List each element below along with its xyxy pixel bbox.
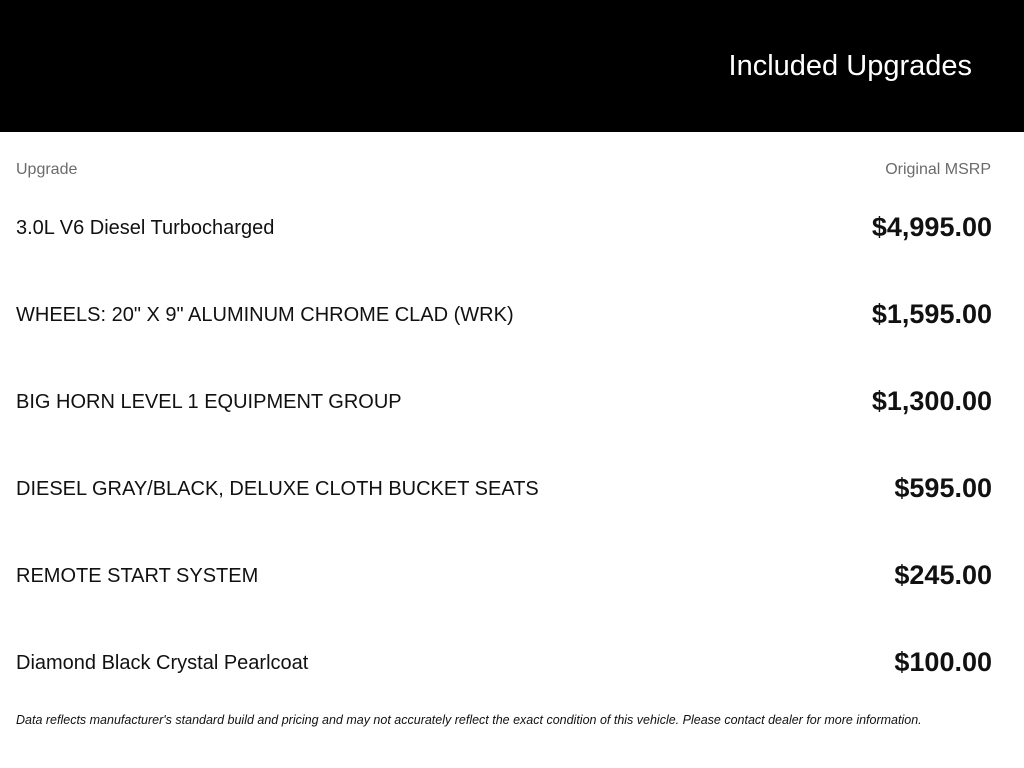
upgrade-row: [0, 382, 1024, 422]
column-header-msrp: Original MSRP: [885, 161, 991, 178]
upgrade-name: WHEELS: 20" X 9" ALUMINUM CHROME CLAD (WRK): [16, 304, 514, 326]
upgrade-row: [0, 556, 1024, 596]
page-header: [0, 0, 1024, 132]
upgrade-row: [0, 643, 1024, 683]
upgrade-name: Diamond Black Crystal Pearlcoat: [16, 652, 309, 674]
upgrade-price: $595.00: [894, 473, 992, 503]
column-header-upgrade: Upgrade: [16, 161, 78, 178]
upgrade-price: $100.00: [894, 647, 992, 677]
upgrade-name: REMOTE START SYSTEM: [16, 565, 259, 587]
upgrade-price: $1,595.00: [871, 299, 992, 329]
upgrade-row: [0, 208, 1024, 248]
upgrade-row: [0, 295, 1024, 335]
upgrade-name: 3.0L V6 Diesel Turbocharged: [16, 217, 275, 239]
upgrade-name: DIESEL GRAY/BLACK, DELUXE CLOTH BUCKET SEATS: [16, 478, 539, 500]
disclaimer-text: Data reflects manufacturer's standard build and pricing and may not accurately reflect the exact condition of this vehicle. Please contact dealer for more information.: [16, 713, 922, 727]
upgrade-row: [0, 469, 1024, 509]
upgrade-price: $4,995.00: [871, 212, 992, 242]
upgrade-price: $1,300.00: [871, 386, 992, 416]
upgrade-price: $245.00: [894, 560, 992, 590]
page-title: Included Upgrades: [728, 50, 972, 82]
upgrade-name: BIG HORN LEVEL 1 EQUIPMENT GROUP: [16, 391, 402, 413]
